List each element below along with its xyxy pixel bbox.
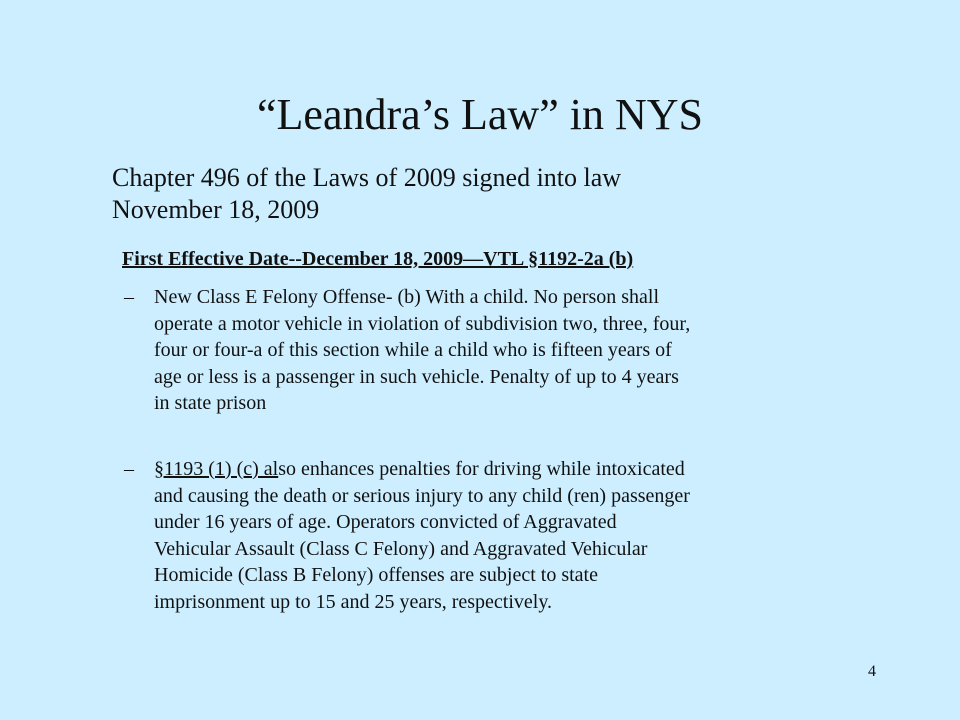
bullet-line: in state prison [154, 392, 267, 414]
slide-title: “Leandra’s Law” in NYS [257, 90, 703, 139]
bullet-line: imprisonment up to 15 and 25 years, respectively. [154, 590, 553, 613]
bullet-dash: – [124, 458, 134, 480]
statute-reference: §1193 (1) (c) al [154, 458, 279, 480]
bullet-line: operate a motor vehicle in violation of subdivision two, three, four, [154, 312, 691, 335]
slide-subtitle [112, 162, 812, 226]
subtitle-line-1: Chapter 496 of the Laws of 2009 signed into law [112, 163, 622, 192]
subtitle-line-2: November 18, 2009 [112, 195, 320, 224]
bullet-line: so enhances penalties for driving while intoxicated [278, 458, 685, 480]
bullet-line: four or four-a of this section while a child who is fifteen years of [154, 339, 672, 361]
bullet-line: Vehicular Assault (Class C Felony) and Aggravated Vehicular [154, 537, 648, 560]
bullet-item-section-1193 [122, 456, 882, 615]
page-number: 4 [868, 663, 876, 680]
bullet-item-class-e-felony [122, 284, 882, 417]
bullet-dash: – [124, 286, 134, 308]
bullet-line: New Class E Felony Offense- (b) With a child. No person shall [154, 286, 660, 308]
bullet-line: under 16 years of age. Operators convicted of Aggravated [154, 511, 617, 533]
bullet-line: Homicide (Class B Felony) offenses are subject to state [154, 564, 598, 586]
bullet-line: age or less is a passenger in such vehicle. Penalty of up to 4 years [154, 365, 679, 388]
effective-date-heading: First Effective Date--December 18, 2009—VTL §1192-2a (b) [122, 248, 634, 270]
bullet-line: and causing the death or serious injury to any child (ren) passenger [154, 484, 690, 507]
